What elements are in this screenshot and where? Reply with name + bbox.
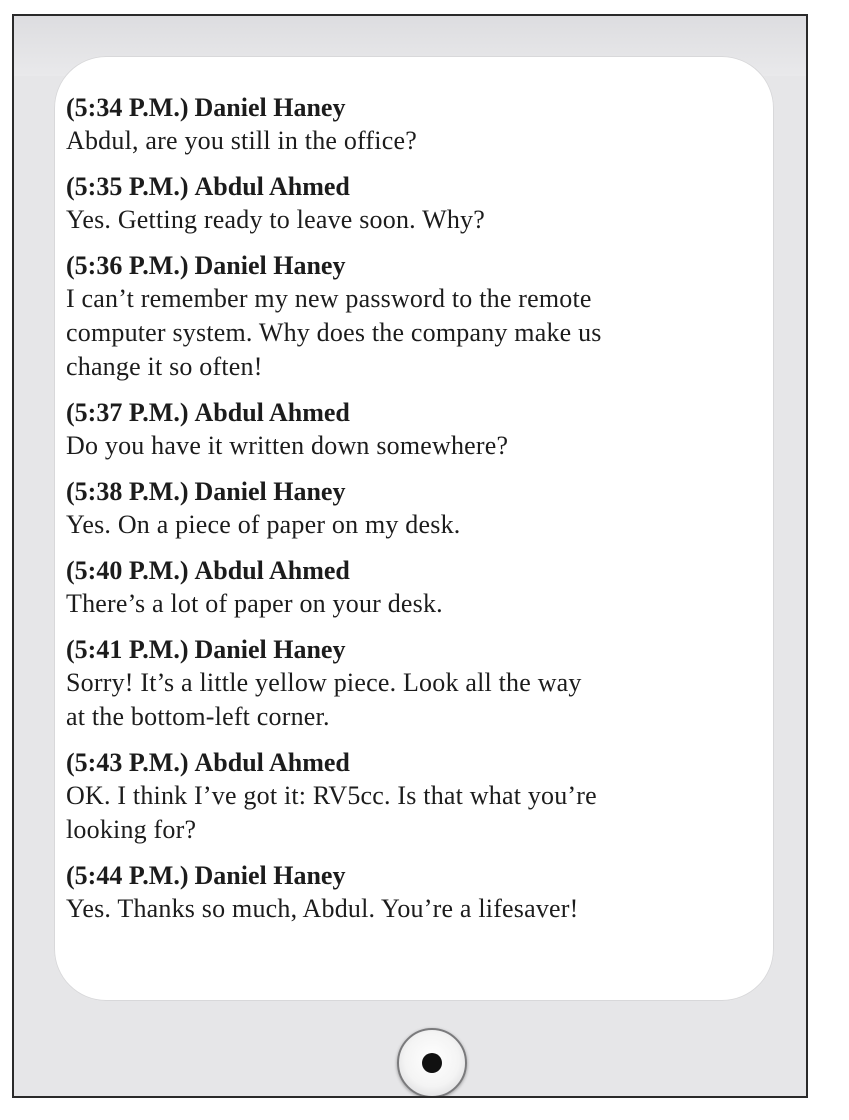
chat-message <box>66 171 726 237</box>
message-timestamp: (5:35 P.M.) <box>66 172 189 201</box>
chat-message <box>66 476 726 542</box>
home-dot-icon <box>422 1053 442 1073</box>
message-sender: Daniel Haney <box>194 93 346 122</box>
message-text-line: at the bottom-left corner. <box>66 702 330 731</box>
message-timestamp: (5:44 P.M.) <box>66 861 189 890</box>
message-header <box>66 397 726 429</box>
message-sender: Daniel Haney <box>194 635 346 664</box>
message-sender: Abdul Ahmed <box>194 172 350 201</box>
message-text-line: Do you have it written down somewhere? <box>66 431 509 460</box>
message-text-line: Yes. On a piece of paper on my desk. <box>66 510 461 539</box>
message-text-line: Yes. Thanks so much, Abdul. You’re a lifesaver! <box>66 894 579 923</box>
message-timestamp: (5:34 P.M.) <box>66 93 189 122</box>
message-timestamp: (5:41 P.M.) <box>66 635 189 664</box>
message-sender: Daniel Haney <box>194 861 346 890</box>
message-text-line: I can’t remember my new password to the remote <box>66 284 592 313</box>
home-button[interactable] <box>397 1028 467 1098</box>
message-text-line: Abdul, are you still in the office? <box>66 126 417 155</box>
chat-message <box>66 634 726 734</box>
message-text-line: Sorry! It’s a little yellow piece. Look all the way <box>66 668 582 697</box>
message-header <box>66 860 726 892</box>
message-timestamp: (5:40 P.M.) <box>66 556 189 585</box>
message-header <box>66 92 726 124</box>
message-sender: Abdul Ahmed <box>194 556 350 585</box>
message-header <box>66 634 726 666</box>
message-sender: Daniel Haney <box>194 251 346 280</box>
chat-message <box>66 860 726 926</box>
phone-frame <box>12 14 808 1098</box>
message-sender: Daniel Haney <box>194 477 346 506</box>
message-header <box>66 747 726 779</box>
message-sender: Abdul Ahmed <box>194 398 350 427</box>
message-header <box>66 250 726 282</box>
message-header <box>66 171 726 203</box>
chat-message <box>66 250 726 384</box>
chat-message <box>66 555 726 621</box>
message-text-line: computer system. Why does the company make us <box>66 318 602 347</box>
message-text-line: change it so often! <box>66 352 263 381</box>
message-text-line: looking for? <box>66 815 197 844</box>
message-text-line: OK. I think I’ve got it: RV5cc. Is that what you’re <box>66 781 597 810</box>
chat-message <box>66 397 726 463</box>
chat-message <box>66 747 726 847</box>
message-timestamp: (5:43 P.M.) <box>66 748 189 777</box>
message-text-line: There’s a lot of paper on your desk. <box>66 589 443 618</box>
message-sender: Abdul Ahmed <box>194 748 350 777</box>
message-header <box>66 555 726 587</box>
chat-message-list <box>66 92 726 939</box>
message-timestamp: (5:37 P.M.) <box>66 398 189 427</box>
message-header <box>66 476 726 508</box>
message-text-line: Yes. Getting ready to leave soon. Why? <box>66 205 485 234</box>
message-timestamp: (5:36 P.M.) <box>66 251 189 280</box>
message-timestamp: (5:38 P.M.) <box>66 477 189 506</box>
chat-message <box>66 92 726 158</box>
